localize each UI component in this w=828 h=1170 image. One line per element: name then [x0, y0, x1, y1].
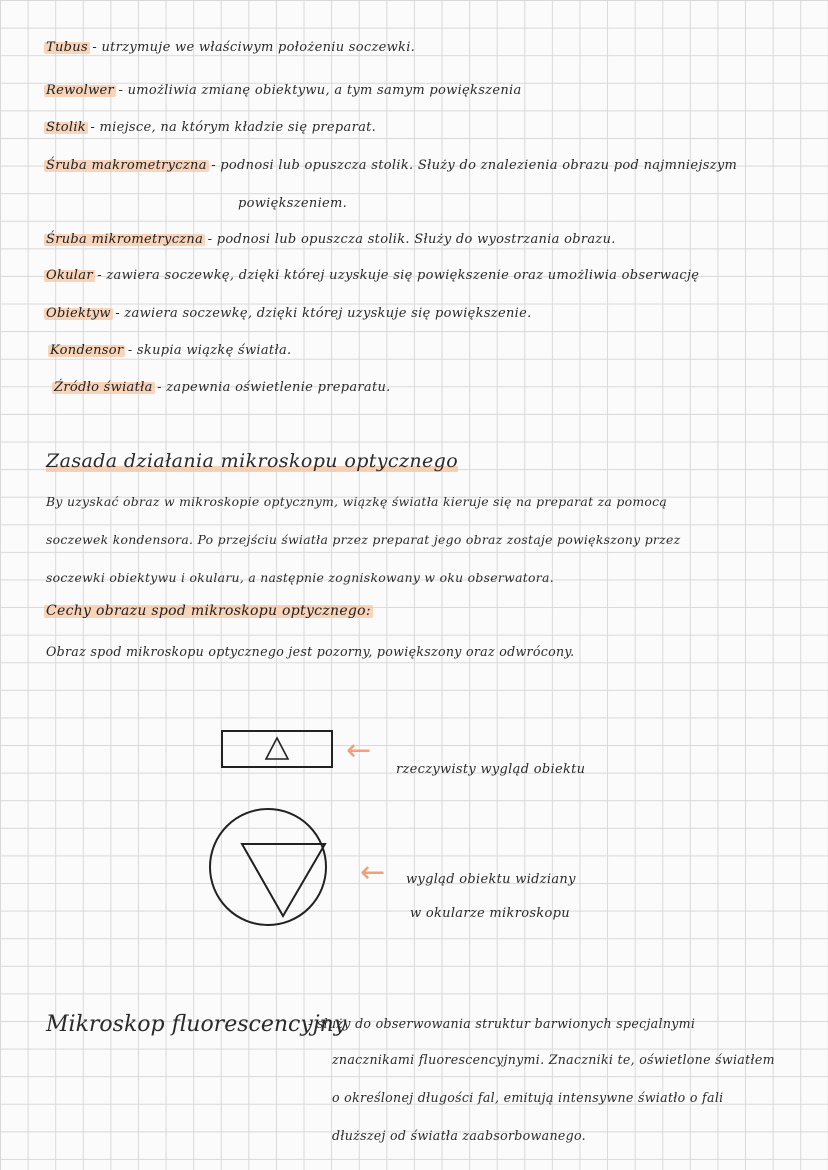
- definition-text: - podnosi lub opuszcza stolik. Służy do znalezienia obrazu pod najmniejszym: [211, 158, 738, 173]
- definition-text: - utrzymuje we właściwym położeniu soczewki.: [92, 40, 416, 55]
- term-label: Źródło światła: [54, 380, 153, 395]
- features-text: Obraz spod mikroskopu optycznego jest pozorny, powiększony oraz odwrócony.: [46, 644, 575, 659]
- fluorescence-line-2: znacznikami fluorescencyjnymi. Znaczniki te, oświetlone światłem: [332, 1052, 775, 1067]
- definition-sruba-makro: [46, 158, 737, 173]
- term-label: Śruba makrometryczna: [46, 158, 207, 173]
- term-label: Śruba mikrometryczna: [46, 232, 204, 247]
- term-label: Kondensor: [50, 343, 124, 358]
- arrow-left-icon: ←: [346, 733, 372, 768]
- fluorescence-line-1: - służy do obserwowania struktur barwionych specjalnymi: [308, 1016, 696, 1031]
- definition-sruba-makro-continued: [238, 196, 347, 211]
- definition-text: - zawiera soczewkę, dzięki której uzyskuje się powiększenie.: [115, 306, 532, 321]
- label-seen-line-1: wygląd obiektu widziany: [406, 872, 576, 887]
- diagram: [200, 720, 340, 950]
- definition-zrodlo-swiatla: [54, 380, 391, 395]
- label-seen-line-2: w okularze mikroskopu: [410, 906, 570, 921]
- definition-obiektyw: [46, 306, 532, 321]
- definition-rewolwer: [46, 83, 522, 98]
- fluorescence-line-3: o określonej długości fal, emitują intensywne światło o fali: [332, 1090, 724, 1105]
- definition-text: - podnosi lub opuszcza stolik. Służy do wyostrzania obrazu.: [207, 232, 616, 247]
- definition-text: powiększeniem.: [238, 196, 348, 211]
- fluorescence-heading: Mikroskop fluorescencyjny: [46, 1012, 347, 1037]
- definition-stolik: [46, 120, 376, 135]
- features-heading: Cechy obrazu spod mikroskopu optycznego:: [46, 603, 371, 619]
- principle-line-1: By uzyskać obraz w mikroskopie optycznym, wiązkę światła kieruje się na preparat za pomocą: [46, 494, 668, 509]
- definition-sruba-mikro: [46, 232, 616, 247]
- principle-heading: Zasada działania mikroskopu optycznego: [46, 450, 459, 472]
- definition-tubus: [46, 40, 415, 55]
- definition-text: - zapewnia oświetlenie preparatu.: [157, 380, 391, 395]
- principle-line-2: soczewek kondensora. Po przejściu światła przez preparat jego obraz zostaje powiększony przez: [46, 532, 681, 547]
- fluorescence-line-4: dłuższej od światła zaabsorbowanego.: [332, 1128, 586, 1143]
- label-real-appearance: rzeczywisty wygląd obiektu: [396, 762, 586, 777]
- term-label: Okular: [46, 268, 93, 283]
- upright-triangle-icon: [266, 738, 288, 759]
- term-label: Rewolwer: [46, 83, 115, 98]
- term-label: Tubus: [46, 40, 88, 55]
- term-label: Obiektyw: [46, 306, 111, 321]
- definition-text: - miejsce, na którym kładzie się preparat.: [90, 120, 377, 135]
- term-label: Stolik: [46, 120, 86, 135]
- definition-text: - skupia wiązkę światła.: [127, 343, 292, 358]
- eyepiece-circle: [210, 809, 326, 925]
- definition-text: - zawiera soczewkę, dzięki której uzyskuje się powiększenie oraz umożliwia obserwację: [97, 268, 700, 283]
- definition-text: - umożliwia zmianę obiektywu, a tym samym powiększenia: [118, 83, 522, 98]
- definition-okular: [46, 268, 699, 283]
- principle-line-3: soczewki obiektywu i okularu, a następnie zogniskowany w oku obserwatora.: [46, 570, 554, 585]
- arrow-left-icon: ←: [360, 855, 386, 890]
- definition-kondensor: [50, 343, 291, 358]
